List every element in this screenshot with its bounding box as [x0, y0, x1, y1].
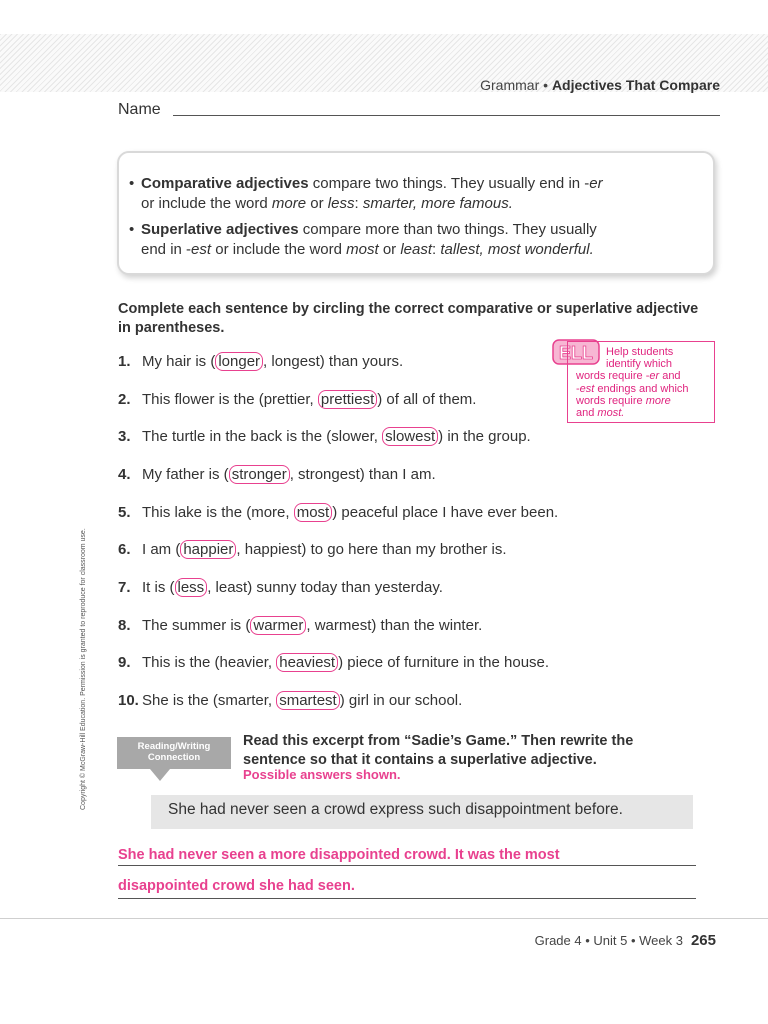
reading-writing-badge: [117, 737, 231, 769]
rule-text: :: [354, 195, 363, 212]
item-text: My hair is (: [142, 353, 216, 370]
item-text: ) of all of them.: [377, 391, 477, 408]
item-number: 10.: [118, 692, 139, 709]
item-text: This is the (heavier,: [142, 654, 277, 671]
circled-answer[interactable]: slowest: [382, 427, 438, 446]
rule-em: est: [191, 241, 212, 258]
item-number: 9.: [118, 654, 131, 671]
ell-line: endings and which: [594, 382, 689, 395]
exercise-item: [118, 353, 403, 370]
ell-line: and: [576, 407, 598, 420]
exercise-item: [118, 466, 436, 483]
item-number: 7.: [118, 579, 131, 596]
rule-text: :: [432, 241, 441, 258]
item-text: She is the (smarter,: [142, 692, 277, 709]
badge-line: Reading/Writing: [137, 741, 211, 752]
circled-answer[interactable]: longer: [215, 352, 263, 371]
item-number: 3.: [118, 428, 131, 445]
circled-answer[interactable]: happier: [180, 540, 236, 559]
rule-term: Comparative adjectives: [141, 175, 309, 192]
bullet: •: [129, 221, 135, 238]
item-number: 4.: [118, 466, 131, 483]
circled-answer[interactable]: most: [294, 503, 333, 522]
item-text: , happiest) to go here than my brother is.: [236, 541, 507, 558]
rule-text: or: [378, 241, 401, 258]
page-number: 265: [690, 932, 716, 949]
ell-line: words require -: [576, 370, 650, 383]
rule-em: least: [400, 241, 433, 258]
rule-text: or include the word: [211, 241, 347, 258]
item-text: , strongest) than I am.: [289, 466, 436, 483]
ell-em: er: [649, 370, 660, 383]
item-number: 5.: [118, 504, 131, 521]
name-field-line[interactable]: [173, 115, 720, 116]
name-label: Name: [118, 101, 161, 118]
rule-em: er: [589, 175, 603, 192]
item-text: ) piece of furniture in the house.: [338, 654, 550, 671]
ell-note: [576, 346, 714, 419]
rule-text: compare more than two things. They usually: [298, 221, 597, 238]
rule-example: tallest, most wonderful.: [440, 241, 594, 258]
bullet: •: [129, 175, 135, 192]
header-title: Adjectives That Compare: [551, 77, 720, 93]
exercise-item: [118, 654, 549, 671]
exercise-item: [118, 617, 482, 634]
exercise-item: [118, 692, 462, 709]
ell-em: est: [579, 382, 595, 395]
exercise-item: [118, 428, 531, 445]
reading-writing-prompt: [243, 732, 713, 770]
circled-answer[interactable]: prettiest: [318, 390, 377, 409]
rule-text: end in -: [141, 241, 192, 258]
ell-line: words require: [576, 394, 646, 407]
rule-comparative: [129, 174, 701, 214]
header-section: Grammar: [480, 77, 540, 93]
circled-answer[interactable]: warmer: [250, 616, 306, 635]
rule-text: or: [306, 195, 328, 212]
item-text: The turtle in the back is the (slower,: [142, 428, 383, 445]
prompt-line: sentence so that it contains a superlative adjective.: [243, 752, 597, 768]
ell-line: -: [576, 382, 580, 395]
item-text: ) in the group.: [438, 428, 531, 445]
answer-line-1[interactable]: [118, 865, 696, 866]
answer-line-2[interactable]: [118, 898, 696, 899]
possible-answers-note: Possible answers shown.: [243, 767, 401, 782]
badge-pointer: [150, 769, 170, 781]
ell-badge-text: ELL: [559, 343, 593, 363]
circled-answer[interactable]: heaviest: [276, 653, 338, 672]
item-text: This flower is the (prettier,: [142, 391, 318, 408]
rule-em: more: [271, 195, 307, 212]
rule-superlative: [129, 220, 701, 260]
footer-label: Grade 4 • Unit 5 • Week 3: [534, 933, 683, 948]
rule-em: most: [346, 241, 379, 258]
circled-answer[interactable]: less: [175, 578, 208, 597]
rule-em: less: [327, 195, 355, 212]
exercise-item: [118, 541, 507, 558]
rule-example: smarter, more famous.: [362, 195, 513, 212]
circled-answer[interactable]: smartest: [276, 691, 340, 710]
item-number: 6.: [118, 541, 131, 558]
instructions: Complete each sentence by circling the correct comparative or superlative adjective in parentheses.: [118, 301, 699, 336]
item-number: 2.: [118, 391, 131, 408]
item-text: , longest) than yours.: [263, 353, 404, 370]
item-text: , least) sunny today than yesterday.: [207, 579, 443, 596]
rules-box: [117, 151, 715, 275]
item-number: 8.: [118, 617, 131, 634]
ell-line: and: [659, 370, 681, 383]
circled-answer[interactable]: stronger: [229, 465, 290, 484]
excerpt-box: She had never seen a crowd express such disappointment before.: [151, 795, 693, 829]
rule-term: Superlative adjectives: [141, 221, 299, 238]
prompt-line: Read this excerpt from “Sadie’s Game.” Then rewrite the: [243, 733, 634, 749]
badge-line: Connection: [147, 752, 201, 763]
answer-line-1-text: She had never seen a more disappointed crowd. It was the most: [118, 847, 560, 863]
item-text: I am (: [142, 541, 181, 558]
exercise-item: [118, 504, 558, 521]
item-text: ) girl in our school.: [339, 692, 463, 709]
footer-divider: [0, 918, 768, 919]
ell-em: more: [645, 394, 671, 407]
item-text: This lake is the (more,: [142, 504, 294, 521]
copyright-notice: Copyright © McGraw-Hill Education. Permission is granted to reproduce for classroom use.: [80, 528, 87, 810]
ell-line: identify which: [606, 358, 673, 371]
rule-text: compare two things. They usually end in -: [308, 175, 590, 192]
item-text: It is (: [142, 579, 175, 596]
ell-line: Help students: [606, 346, 674, 358]
page-header: [480, 77, 720, 93]
item-text: , warmest) than the winter.: [306, 617, 483, 634]
header-separator: •: [539, 77, 552, 93]
ell-em: most.: [597, 407, 625, 420]
footer: [535, 932, 716, 949]
item-number: 1.: [118, 353, 131, 370]
exercise-item: [118, 579, 443, 596]
exercise-item: [118, 391, 476, 408]
item-text: My father is (: [142, 466, 229, 483]
rule-text: or include the word: [141, 195, 272, 212]
item-text: ) peaceful place I have ever been.: [332, 504, 559, 521]
item-text: The summer is (: [142, 617, 251, 634]
answer-line-2-text: disappointed crowd she had seen.: [118, 878, 355, 894]
